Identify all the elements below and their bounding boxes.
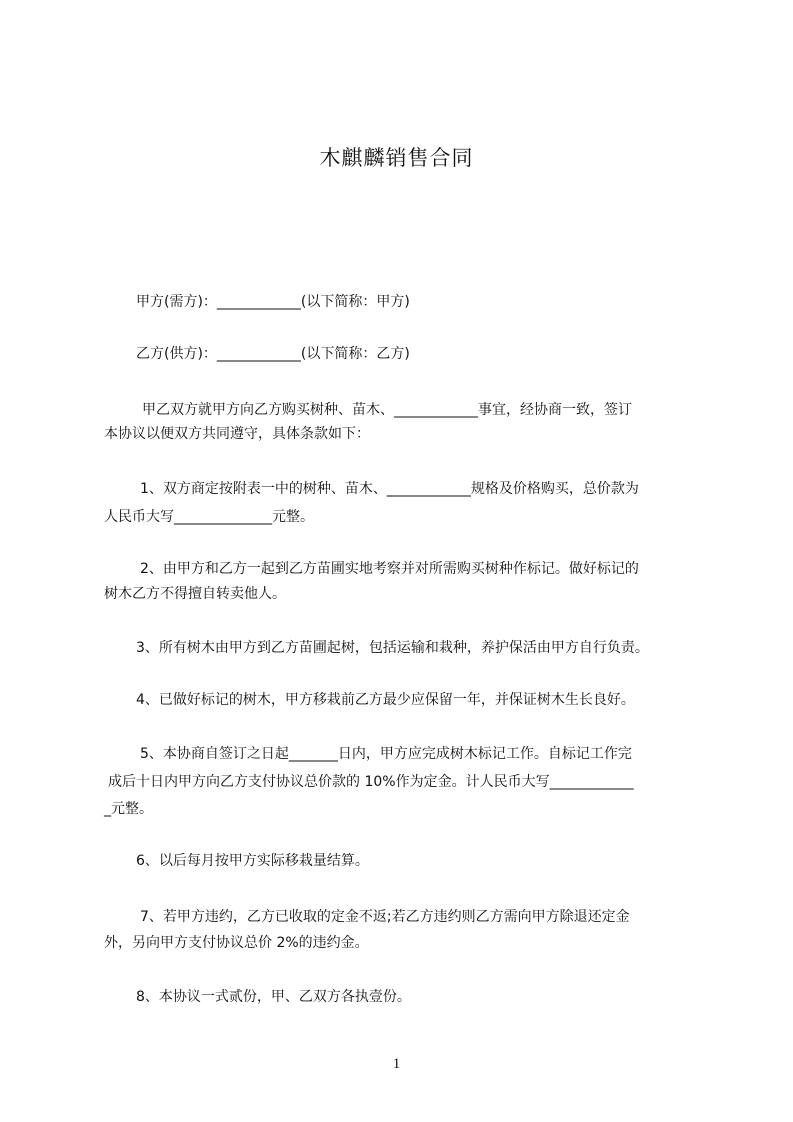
clause-3-line: 3、所有树木由甲方到乙方苗圃起树，包括运输和栽种，养护保活由甲方自行负责。 [136,640,649,656]
party-b-line: 乙方(供方)：____________(以下简称：乙方) [136,346,410,362]
preamble-line-2: 本协议以便双方共同遵守，具体条款如下： [104,426,370,442]
clause-8-line: 8、本协议一式贰份，甲、乙双方各执壹份。 [136,989,411,1005]
clause-1-line-2: 人民币大写______________元整。 [104,509,314,525]
clause-5-line-3: _元整。 [104,801,153,817]
clause-7-line-1: 7、若甲方违约，乙方已收取的定金不返;若乙方违约则乙方需向甲方除退还定金 [140,909,630,925]
clause-2-line-1: 2、由甲方和乙方一起到乙方苗圃实地考察并对所需购买树种作标记。做好标记的 [140,561,639,577]
document-title: 木麒麟销售合同 [319,146,474,170]
preamble-line-1: 甲乙双方就甲方向乙方购买树种、苗木、____________事宜，经协商一致，签订 [142,402,632,418]
clause-6-line: 6、以后每月按甲方实际移栽量结算。 [136,853,369,869]
clause-7-line-2: 外，另向甲方支付协议总价 2%的违约金。 [104,935,369,951]
clause-5-line-1: 5、本协商自签订之日起_______日内，甲方应完成树木标记工作。自标记工作完 [140,746,632,762]
clause-5-line-2: 成后十日内甲方向乙方支付协议总价款的 10%作为定金。计人民币大写____________ [108,774,634,790]
page-number: 1 [392,1056,401,1072]
clause-2-line-2: 树木乙方不得擅自转卖他人。 [104,586,286,602]
clause-4-line: 4、已做好标记的树木，甲方移栽前乙方最少应保留一年，并保证树木生长良好。 [136,692,635,708]
clause-1-line-1: 1、双方商定按附表一中的树种、苗木、____________规格及价格购买，总价款为 [140,481,639,497]
party-a-line: 甲方(需方)：____________(以下简称：甲方) [136,294,410,310]
